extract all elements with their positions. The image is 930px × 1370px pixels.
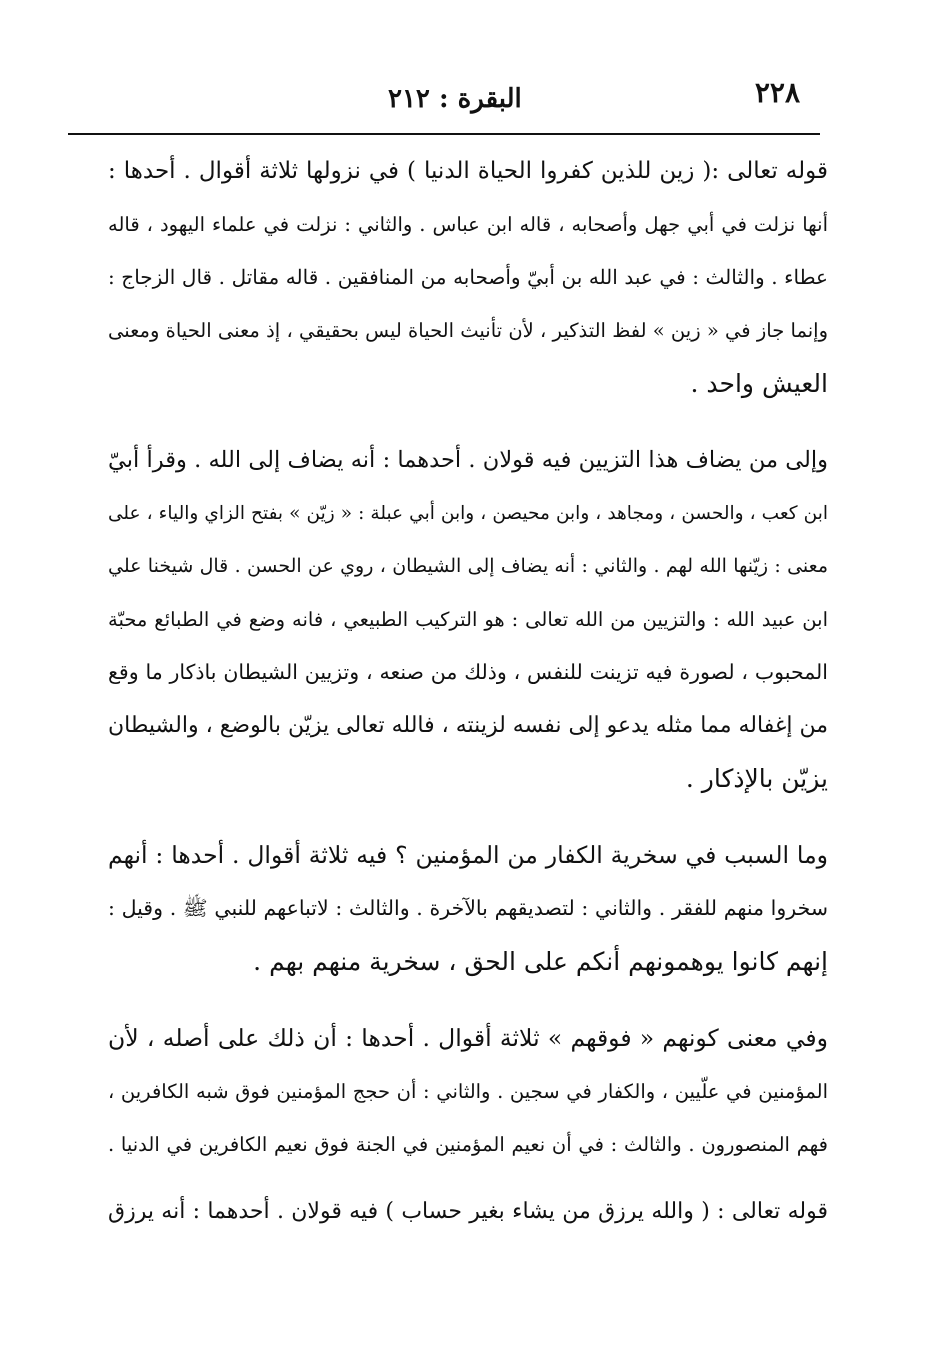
paragraph-spacer	[108, 1171, 828, 1185]
text-line: وإنما جاز في « زين » لفظ التذكير ، لأن تأنيث الحياة ليس بحقيقي ، إذ معنى الحياة ومعنى	[108, 319, 828, 342]
paragraph-spacer	[108, 988, 828, 1012]
paragraph-1	[108, 145, 828, 410]
text-line: المحبوب ، لصورة فيه تزينت للنفس ، وذلك من صنعه ، وتزيين الشيطان باذكار ما وقع	[108, 660, 828, 684]
paragraph-3	[108, 829, 828, 988]
text-line: المؤمنين في علّيين ، والكفار في سجين . والثاني : أن حجج المؤمنين فوق شبه الكافرين ،	[108, 1080, 828, 1103]
text-line: ابن كعب ، والحسن ، ومجاهد ، وابن محيصن ، وابن أبي عبلة : « زيّن » بفتح الزاي والياء ، على	[108, 503, 828, 524]
page-number: ٢٢٨	[754, 76, 800, 109]
text-line: سخروا منهم للفقر . والثاني : لتصديقهم بالآخرة . والثالث : لاتباعهم للنبي ﷺ . وقيل :	[108, 896, 828, 920]
text-line: عطاء . والثالث : في عبد الله بن أبيّ وأصحابه من المنافقين . قاله مقاتل . قال الزجاج :	[108, 265, 828, 289]
text-line: ابن عبيد الله : والتزيين من الله تعالى : هو التركيب الطبيعي ، فانه وضع في الطبائع محبّة	[108, 608, 828, 631]
running-header: البقرة : ٢١٢	[388, 84, 522, 114]
text-line: قوله تعالى : ( والله يرزق من يشاء بغير حساب ) فيه قولان . أحدهما : أنه يرزق	[108, 1199, 828, 1224]
header-divider	[68, 133, 820, 135]
paragraph-spacer	[108, 410, 828, 434]
text-line: من إغفاله مما مثله يدعو إلى نفسه لزينته ، فالله تعالى يزيّن بالوضع ، والشيطان	[108, 713, 828, 738]
text-line: وما السبب في سخرية الكفار من المؤمنين ؟ فيه ثلاثة أقوال . أحدها : أنهم	[108, 841, 828, 869]
text-line: معنى : زيّنها الله لهم . والثاني : أنه يضاف إلى الشيطان ، روي عن الحسن . قال شيخنا علي	[108, 555, 828, 577]
text-line: وفي معنى كونهم « فوقهم » ثلاثة أقوال . أحدها : أن ذلك على أصله ، لأن	[108, 1024, 828, 1052]
text-line: وإلى من يضاف هذا التزيين فيه قولان . أحدهما : أنه يضاف إلى الله . وقرأ أبيّ	[108, 447, 828, 473]
text-line: يزيّن بالإذكار .	[685, 764, 828, 793]
text-line: فهم المنصورون . والثالث : في أن نعيم المؤمنين في الجنة فوق نعيم الكافرين في الدنيا .	[108, 1133, 828, 1156]
paragraph-2	[108, 434, 828, 805]
text-line: أنها نزلت في أبي جهل وأصحابه ، قاله ابن عباس . والثاني : نزلت في علماء اليهود ، قاله	[108, 213, 828, 236]
body-text	[108, 145, 828, 1238]
paragraph-4	[108, 1012, 828, 1171]
text-line: إنهم كانوا يوهمونهم أنكم على الحق ، سخرية منهم بهم .	[253, 947, 828, 976]
paragraph-5	[108, 1185, 828, 1238]
page-header	[68, 68, 820, 130]
paragraph-spacer	[108, 805, 828, 829]
text-line: العيش واحد .	[690, 369, 828, 398]
text-line: قوله تعالى :( زين للذين كفروا الحياة الدنيا ) في نزولها ثلاثة أقوال . أحدها :	[108, 158, 828, 184]
